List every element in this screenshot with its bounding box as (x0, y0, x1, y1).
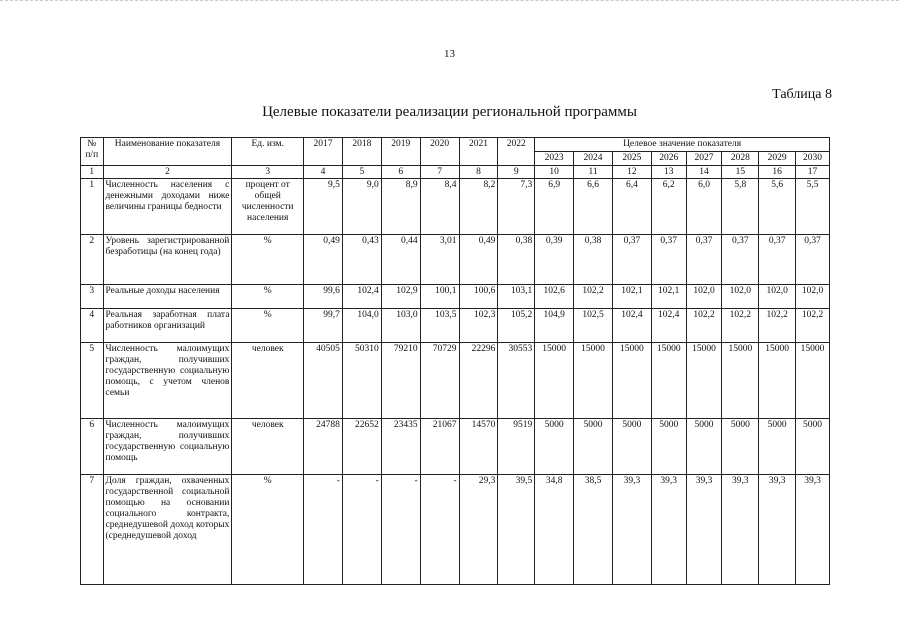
value-cell: 15000 (796, 343, 830, 419)
value-cell: 100,1 (420, 285, 459, 309)
value-cell: 39,3 (612, 475, 651, 585)
table-row (81, 419, 830, 475)
value-cell: 102,0 (722, 285, 759, 309)
value-cell: 102,2 (686, 309, 722, 343)
row-number: 6 (81, 419, 104, 475)
value-cell: 7,3 (498, 179, 535, 235)
value-cell: 15000 (686, 343, 722, 419)
value-cell: 3,01 (420, 235, 459, 285)
value-cell: 0,37 (796, 235, 830, 285)
header-year: 2019 (381, 138, 420, 166)
value-cell: 5000 (759, 419, 796, 475)
value-cell: - (342, 475, 381, 585)
value-cell: 100,6 (459, 285, 498, 309)
value-cell: 9519 (498, 419, 535, 475)
value-cell: 0,43 (342, 235, 381, 285)
value-cell: 102,4 (612, 309, 651, 343)
value-cell: 0,38 (498, 235, 535, 285)
row-number: 5 (81, 343, 104, 419)
indicator-name: Доля граждан, охваченных государственной социальной помощью на основании социального контракта, среднедушевой доход которых (среднедушевой доход (103, 475, 232, 585)
value-cell: 5000 (574, 419, 613, 475)
column-number: 5 (342, 166, 381, 179)
value-cell: 102,6 (535, 285, 574, 309)
column-number-row (81, 166, 830, 179)
value-cell: 99,7 (304, 309, 343, 343)
value-cell: 102,1 (651, 285, 686, 309)
table-body (81, 179, 830, 585)
value-cell: 8,9 (381, 179, 420, 235)
value-cell: 30553 (498, 343, 535, 419)
value-cell: 103,5 (420, 309, 459, 343)
value-cell: 22652 (342, 419, 381, 475)
value-cell: 102,0 (686, 285, 722, 309)
indicators-table (80, 137, 830, 585)
value-cell: 0,49 (459, 235, 498, 285)
value-cell: 39,3 (759, 475, 796, 585)
header-year: 2020 (420, 138, 459, 166)
value-cell: 39,3 (722, 475, 759, 585)
row-number: 4 (81, 309, 104, 343)
header-year: 2018 (342, 138, 381, 166)
column-number: 12 (612, 166, 651, 179)
value-cell: 6,4 (612, 179, 651, 235)
value-cell: - (381, 475, 420, 585)
header-target-year: 2028 (722, 152, 759, 166)
unit-cell: % (232, 475, 304, 585)
value-cell: 39,5 (498, 475, 535, 585)
column-number: 16 (759, 166, 796, 179)
value-cell: 102,0 (759, 285, 796, 309)
indicator-name: Численность малоимущих граждан, получивших государственную социальную помощь (103, 419, 232, 475)
column-number: 15 (722, 166, 759, 179)
value-cell: 102,2 (796, 309, 830, 343)
indicator-name: Численность населения с денежными доходами ниже величины границы бедности (103, 179, 232, 235)
value-cell: 102,4 (651, 309, 686, 343)
header-target-year: 2025 (612, 152, 651, 166)
header-target-year: 2023 (535, 152, 574, 166)
unit-cell: % (232, 309, 304, 343)
value-cell: 6,0 (686, 179, 722, 235)
value-cell: 5000 (796, 419, 830, 475)
value-cell: 6,6 (574, 179, 613, 235)
table-row (81, 309, 830, 343)
scan-edge (0, 0, 899, 9)
column-number: 2 (103, 166, 232, 179)
unit-cell: % (232, 285, 304, 309)
indicator-name: Реальная заработная плата работников организаций (103, 309, 232, 343)
value-cell: 15000 (574, 343, 613, 419)
value-cell: 0,37 (612, 235, 651, 285)
value-cell: - (304, 475, 343, 585)
value-cell: 5000 (612, 419, 651, 475)
indicator-name: Уровень зарегистрированной безработицы (на конец года) (103, 235, 232, 285)
value-cell: 15000 (722, 343, 759, 419)
value-cell: 39,3 (796, 475, 830, 585)
value-cell: 39,3 (651, 475, 686, 585)
unit-cell: человек (232, 419, 304, 475)
column-number: 9 (498, 166, 535, 179)
table-row (81, 475, 830, 585)
value-cell: 39,3 (686, 475, 722, 585)
header-year: 2017 (304, 138, 343, 166)
value-cell: 102,3 (459, 309, 498, 343)
value-cell: 104,9 (535, 309, 574, 343)
column-number: 3 (232, 166, 304, 179)
value-cell: 0,39 (535, 235, 574, 285)
table-row (81, 285, 830, 309)
value-cell: 102,2 (722, 309, 759, 343)
value-cell: 24788 (304, 419, 343, 475)
value-cell: 103,1 (498, 285, 535, 309)
table-label: Таблица 8 (772, 87, 832, 102)
column-number: 17 (796, 166, 830, 179)
column-number: 13 (651, 166, 686, 179)
value-cell: 102,9 (381, 285, 420, 309)
value-cell: 102,4 (342, 285, 381, 309)
value-cell: 5000 (686, 419, 722, 475)
table-row (81, 179, 830, 235)
column-number: 11 (574, 166, 613, 179)
value-cell: 102,5 (574, 309, 613, 343)
value-cell: 9,0 (342, 179, 381, 235)
value-cell: 9,5 (304, 179, 343, 235)
value-cell: 5,8 (722, 179, 759, 235)
value-cell: 0,38 (574, 235, 613, 285)
page-number: 13 (444, 48, 455, 60)
unit-cell: человек (232, 343, 304, 419)
value-cell: 15000 (759, 343, 796, 419)
value-cell: 103,0 (381, 309, 420, 343)
header-unit: Ед. изм. (232, 138, 304, 166)
value-cell: 29,3 (459, 475, 498, 585)
value-cell: 79210 (381, 343, 420, 419)
column-number: 8 (459, 166, 498, 179)
header-target-year: 2027 (686, 152, 722, 166)
value-cell: 50310 (342, 343, 381, 419)
value-cell: 8,4 (420, 179, 459, 235)
row-number: 7 (81, 475, 104, 585)
header-year: 2021 (459, 138, 498, 166)
value-cell: 70729 (420, 343, 459, 419)
value-cell: 38,5 (574, 475, 613, 585)
header-target-group: Целевое значение показателя (535, 138, 830, 152)
value-cell: 0,37 (722, 235, 759, 285)
value-cell: 102,2 (759, 309, 796, 343)
value-cell: 15000 (612, 343, 651, 419)
unit-cell: % (232, 235, 304, 285)
table-row (81, 235, 830, 285)
header-target-year: 2024 (574, 152, 613, 166)
value-cell: 0,37 (686, 235, 722, 285)
header-num: № п/п (81, 138, 104, 166)
value-cell: 6,9 (535, 179, 574, 235)
value-cell: 14570 (459, 419, 498, 475)
column-number: 10 (535, 166, 574, 179)
value-cell: 5,5 (796, 179, 830, 235)
value-cell: 5,6 (759, 179, 796, 235)
value-cell: 21067 (420, 419, 459, 475)
value-cell: 15000 (651, 343, 686, 419)
value-cell: 8,2 (459, 179, 498, 235)
header-target-year: 2026 (651, 152, 686, 166)
column-number: 1 (81, 166, 104, 179)
value-cell: 102,1 (612, 285, 651, 309)
header-target-year: 2030 (796, 152, 830, 166)
value-cell: 0,37 (651, 235, 686, 285)
value-cell: 5000 (722, 419, 759, 475)
value-cell: 34,8 (535, 475, 574, 585)
value-cell: 105,2 (498, 309, 535, 343)
value-cell: - (420, 475, 459, 585)
document-title: Целевые показатели реализации региональной программы (262, 104, 637, 120)
row-number: 2 (81, 235, 104, 285)
row-number: 3 (81, 285, 104, 309)
unit-cell: процент от общей численности населения (232, 179, 304, 235)
value-cell: 104,0 (342, 309, 381, 343)
value-cell: 22296 (459, 343, 498, 419)
value-cell: 102,2 (574, 285, 613, 309)
value-cell: 40505 (304, 343, 343, 419)
value-cell: 99,6 (304, 285, 343, 309)
value-cell: 15000 (535, 343, 574, 419)
value-cell: 102,0 (796, 285, 830, 309)
value-cell: 0,37 (759, 235, 796, 285)
table-row (81, 343, 830, 419)
indicator-name: Реальные доходы населения (103, 285, 232, 309)
value-cell: 0,49 (304, 235, 343, 285)
header-name: Наименование показателя (103, 138, 232, 166)
row-number: 1 (81, 179, 104, 235)
value-cell: 5000 (651, 419, 686, 475)
value-cell: 5000 (535, 419, 574, 475)
value-cell: 23435 (381, 419, 420, 475)
column-number: 7 (420, 166, 459, 179)
value-cell: 6,2 (651, 179, 686, 235)
header-year: 2022 (498, 138, 535, 166)
indicator-name: Численность малоимущих граждан, получивших государственную социальную помощь, с учетом членов семьи (103, 343, 232, 419)
column-number: 14 (686, 166, 722, 179)
value-cell: 0,44 (381, 235, 420, 285)
header-target-year: 2029 (759, 152, 796, 166)
column-number: 6 (381, 166, 420, 179)
column-number: 4 (304, 166, 343, 179)
header-row (81, 138, 830, 152)
